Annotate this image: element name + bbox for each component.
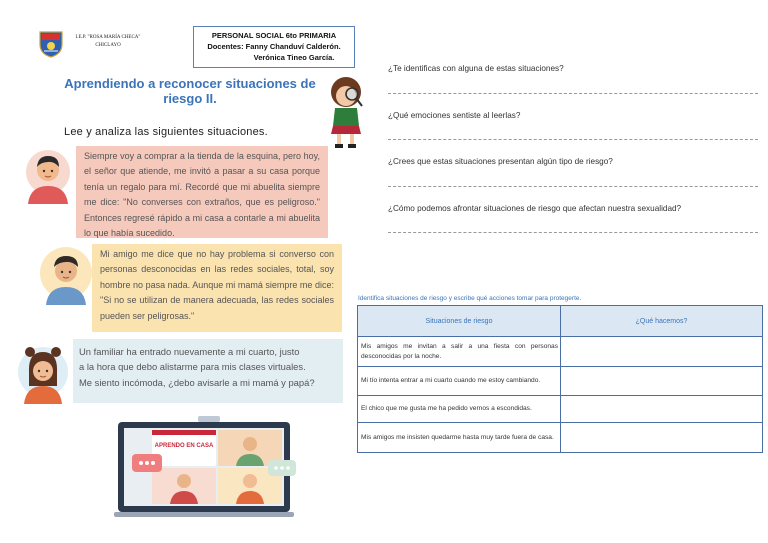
- situation-cell: Mi tío intenta entrar a mi cuarto cuando me estoy cambiando.: [358, 367, 561, 396]
- laptop-screen-text: APRENDO EN CASA: [154, 443, 214, 449]
- situation-cell: El chico que me gusta me ha pedido vernos a escondidas.: [358, 396, 561, 423]
- situation-3-line: Me siento incómoda, ¿debo avisarle a mi mamá y papá?: [79, 376, 315, 388]
- young-man-avatar-icon: [38, 245, 94, 305]
- situation-cell: Mis amigos me invitan a salir a una fiesta con personas desconocidas por la noche.: [358, 337, 561, 367]
- action-cell[interactable]: [561, 423, 763, 453]
- girl-avatar-icon: [16, 342, 70, 404]
- answer-line-2[interactable]: [388, 139, 758, 140]
- situation-cell: Mis amigos me insisten quedarme hasta muy tarde fuera de casa.: [358, 423, 561, 453]
- answer-line-3[interactable]: [388, 186, 758, 187]
- teachers-line-2: Verónica Tineo García.: [253, 53, 335, 62]
- table-header-situations: Situaciones de riesgo: [358, 306, 561, 337]
- action-cell[interactable]: [561, 396, 763, 423]
- girl-with-magnifier-icon: [326, 76, 370, 150]
- teachers-line-1: Docentes: Fanny Chanduví Calderón.: [207, 42, 341, 51]
- action-cell[interactable]: [561, 367, 763, 396]
- question-2: ¿Qué emociones sentiste al leerlas?: [388, 111, 521, 120]
- course-header-box: [193, 26, 355, 68]
- page-title: Aprendiendo a reconocer situaciones de riesgo II.: [64, 76, 316, 106]
- laptop-video-call-illustration: [112, 414, 302, 519]
- school-name: I.E.P. "ROSA MARÍA CHECA" CHICLAYO: [75, 35, 141, 48]
- question-3: ¿Crees que estas situaciones presentan algún tipo de riesgo?: [388, 157, 613, 166]
- situation-3-line: a la hora que debo alistarme para mis clases virtuales.: [79, 361, 306, 373]
- boy-avatar-icon: [24, 148, 72, 204]
- answer-line-4[interactable]: [388, 232, 758, 233]
- question-4: ¿Cómo podemos afrontar situaciones de riesgo que afectan nuestra sexualidad?: [388, 204, 682, 213]
- risk-situations-table: [357, 305, 763, 453]
- situation-3-line: Un familiar ha entrado nuevamente a mi cuarto, justo: [79, 346, 300, 357]
- table-row: [358, 423, 763, 453]
- school-crest-icon: [38, 30, 64, 58]
- table-row: [358, 337, 763, 367]
- situation-card-3: [73, 339, 343, 403]
- question-1: ¿Te identificas con alguna de estas situaciones?: [388, 64, 564, 73]
- table-header-actions: ¿Qué hacemos?: [561, 306, 763, 337]
- course-title: PERSONAL SOCIAL 6to PRIMARIA: [211, 31, 337, 40]
- table-caption: Identifica situaciones de riesgo y escribe qué acciones tomar para protegerte.: [358, 295, 582, 302]
- table-row: [358, 367, 763, 396]
- answer-line-1[interactable]: [388, 93, 758, 94]
- situation-card-1: Siempre voy a comprar a la tienda de la esquina, pero hoy, el señor que atiende, me invitó a pasar a su casa porque tenía un regalo para mí. Recordé que mi abuelita siempre me dice: "No converses con extraños, que es peligroso." Entonces regresé rápido a mi casa a contarle a mi abuelita lo que había sucedido.: [76, 146, 328, 238]
- action-cell[interactable]: [561, 337, 763, 367]
- instruction-text: Lee y analiza las siguientes situaciones.: [64, 126, 268, 138]
- situation-card-2: Mi amigo me dice que no hay problema si converso con personas desconocidas en las redes sociales, total, soy hombre no pasa nada. Aunque mi mamá siempre me dice: "Si no se utilizan de manera adecuada, las redes sociales pueden ser peligrosas.": [92, 244, 342, 332]
- table-row: [358, 396, 763, 423]
